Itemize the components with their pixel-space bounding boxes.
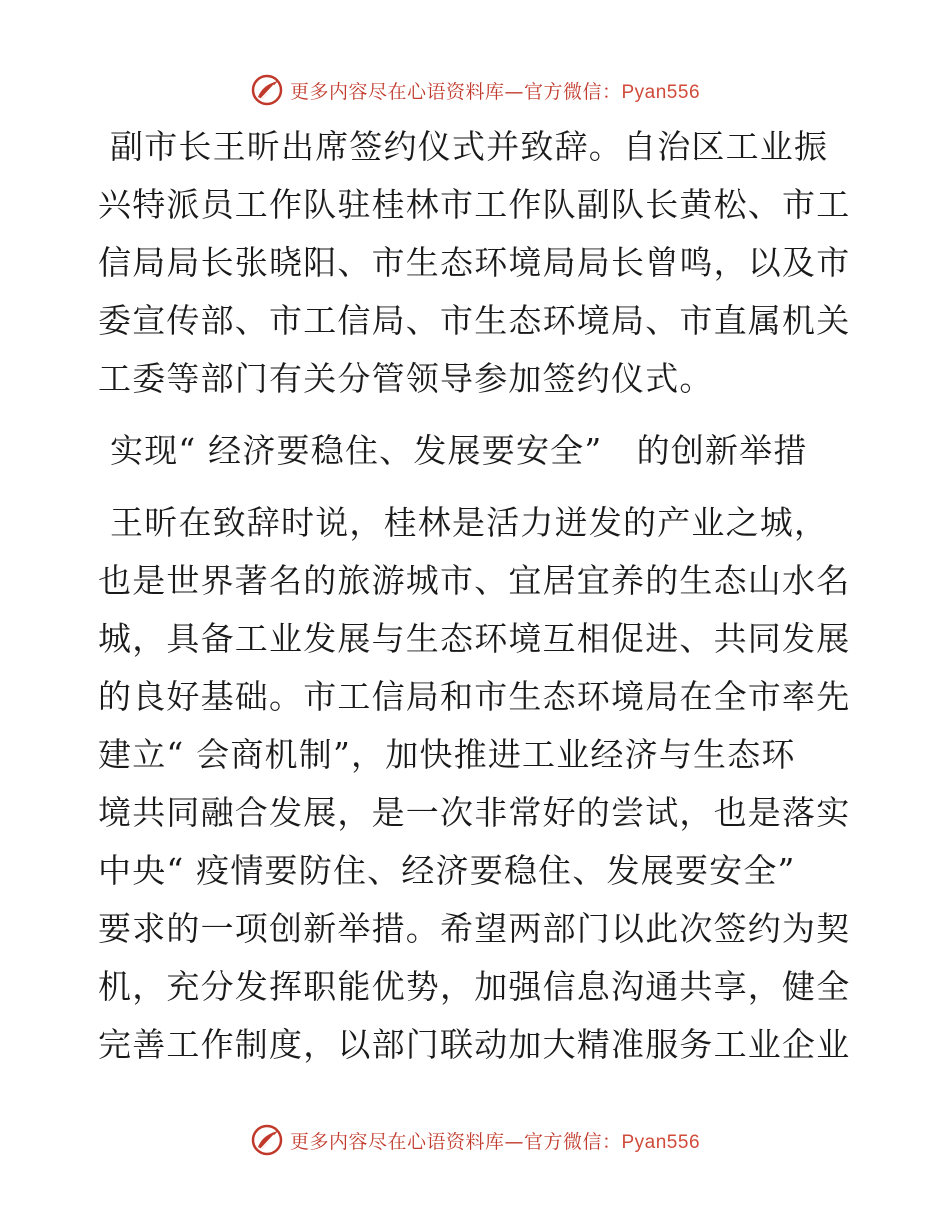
document-body	[98, 118, 858, 1074]
paragraph-gap	[98, 408, 858, 422]
paragraph-gap	[98, 480, 858, 494]
paragraph-1	[98, 118, 858, 408]
text-line: 的良好基础。市工信局和市生态环境局在全市率先	[98, 677, 851, 716]
text-line: 完善工作制度，以部门联动加大精准服务工业企业	[98, 1025, 851, 1064]
brand-logo-icon	[250, 73, 284, 107]
text-line: 境共同融合发展，是一次非常好的尝试，也是落实	[98, 793, 851, 832]
watermark-suffix: 官方微信：	[523, 80, 622, 103]
watermark-suffix: 官方微信：	[523, 1130, 622, 1153]
paragraph-2	[98, 494, 858, 1074]
text-line: 副市长王昕出席签约仪式并致辞。自治区工业振	[110, 127, 829, 166]
watermark-title: 更多内容尽在心语资料库	[289, 80, 505, 103]
text-line: 建立“ 会商机制”，加快推进工业经济与生态环	[98, 735, 796, 774]
watermark-separator: —	[504, 1130, 524, 1153]
text-line: 兴特派员工作队驻桂林市工作队副队长黄松、市工	[98, 185, 851, 224]
watermark-id: Pyan556	[621, 1131, 701, 1153]
watermark-text	[290, 1127, 700, 1154]
heading-line: 实现“ 经济要稳住、发展要安全” 的创新举措	[110, 431, 808, 470]
text-line: 王昕在致辞时说，桂林是活力迸发的产业之城，	[110, 503, 829, 542]
text-line: 委宣传部、市工信局、市生态环境局、市直属机关	[98, 301, 851, 340]
watermark-text	[290, 77, 700, 104]
text-line: 也是世界著名的旅游城市、宜居宜养的生态山水名	[98, 561, 851, 600]
footer-watermark	[0, 1120, 950, 1160]
text-line: 信局局长张晓阳、市生态环境局局长曾鸣，以及市	[98, 243, 851, 282]
text-line: 要求的一项创新举措。希望两部门以此次签约为契	[98, 909, 851, 948]
header-watermark	[0, 70, 950, 110]
brand-logo-icon	[250, 1123, 284, 1157]
watermark-title: 更多内容尽在心语资料库	[289, 1130, 505, 1153]
text-line: 城，具备工业发展与生态环境互相促进、共同发展	[98, 619, 851, 658]
text-line: 机，充分发挥职能优势，加强信息沟通共享，健全	[98, 967, 851, 1006]
section-heading	[98, 422, 858, 480]
text-line: 工委等部门有关分管领导参加签约仪式。	[98, 359, 714, 398]
text-line: 中央“ 疫情要防住、经济要稳住、发展要安全”	[98, 851, 796, 890]
watermark-id: Pyan556	[621, 81, 701, 103]
watermark-separator: —	[504, 80, 524, 103]
